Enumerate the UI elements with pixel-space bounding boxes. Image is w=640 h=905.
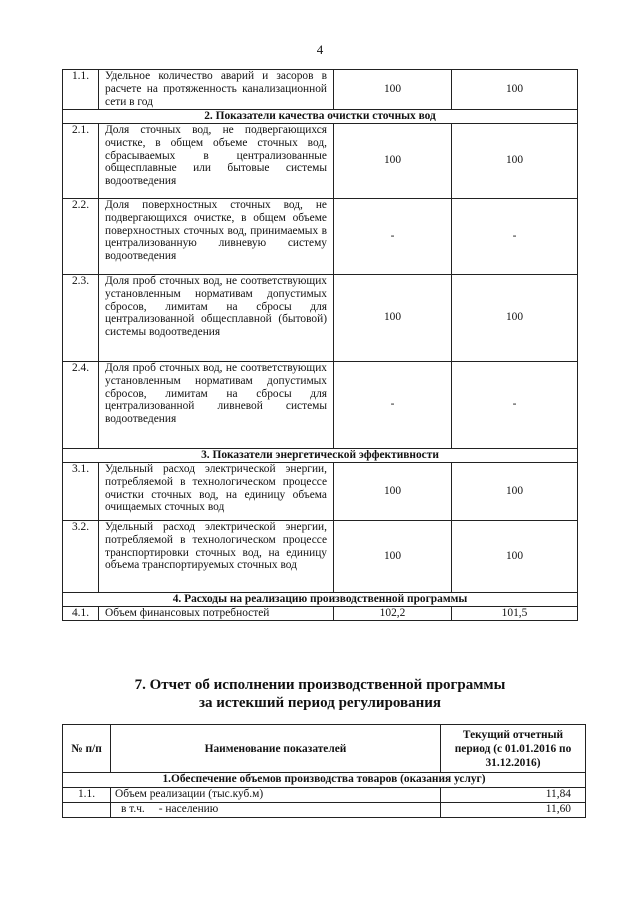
row-num: 3.1. <box>63 462 99 520</box>
row-value-2: - <box>452 361 578 448</box>
report-table <box>62 724 586 818</box>
table-row <box>63 606 578 620</box>
row-num: 3.2. <box>63 520 99 592</box>
row-num: 2.1. <box>63 123 99 198</box>
row-description: Удельное количество аварий и засоров в расчете на протяженность канализационной сети в год <box>99 70 334 110</box>
row-description: Доля проб сточных вод, не соответствующих установленным нормативам допустимых сбросов, лимитам на сбросы для централизованной общесплавной (бытовой) системы водоотведения <box>99 274 334 361</box>
section-7-title-line1: 7. Отчет об исполнении производственной программы <box>134 677 506 693</box>
report-section-row <box>63 773 586 788</box>
section-7-title-line2: за истекший период регулирования <box>198 695 442 711</box>
row-value-2: 101,5 <box>452 606 578 620</box>
table-row <box>63 788 586 803</box>
row-description: Доля поверхностных сточных вод, не подвергающихся очистке, в общем объеме поверхностных сточных вод, принимаемых в централизованную ливневую систему водоотведения <box>99 198 334 274</box>
report-section-title: 1.Обеспечение объемов производства товаров (оказания услуг) <box>63 773 586 788</box>
section-row <box>63 109 578 123</box>
section-title: 3. Показатели энергетической эффективности <box>63 448 578 462</box>
row-num-empty <box>63 803 111 818</box>
row-prefix: в т.ч. <box>121 803 145 815</box>
row-description: Доля проб сточных вод, не соответствующих установленным нормативам допустимых сбросов, лимитам на сбросы для централизованной ливневой системы водоотведения <box>99 361 334 448</box>
row-description: Удельный расход электрической энергии, потребляемой в технологическом процессе транспортировки сточных вод, на единицу объема транспортируемых сточных вод <box>99 520 334 592</box>
row-value-2: 100 <box>452 462 578 520</box>
row-value-1: 100 <box>334 123 452 198</box>
row-name: Объем реализации (тыс.куб.м) <box>111 788 441 803</box>
row-num: 1.1. <box>63 70 99 110</box>
row-value: 11,60 <box>441 803 586 818</box>
row-value-2: 100 <box>452 70 578 110</box>
row-num: 4.1. <box>63 606 99 620</box>
row-num: 2.4. <box>63 361 99 448</box>
table-row <box>63 198 578 274</box>
row-description: Удельный расход электрической энергии, потребляемой в технологическом процессе очистки сточных вод, на единицу объема очищаемых сточных вод <box>99 462 334 520</box>
table-row <box>63 520 578 592</box>
row-value-1: 100 <box>334 462 452 520</box>
section-title: 4. Расходы на реализацию производственной программы <box>63 592 578 606</box>
row-value-1: 100 <box>334 520 452 592</box>
row-description: Доля сточных вод, не подвергающихся очистке, в общем объеме сточных вод, сбрасываемых в централизованные общесплавные или бытовые системы водоотведения <box>99 123 334 198</box>
row-name: - населению <box>158 803 219 815</box>
header-num: № п/п <box>63 725 111 773</box>
row-description: Объем финансовых потребностей <box>99 606 334 620</box>
row-value-2: 100 <box>452 123 578 198</box>
row-num: 1.1. <box>63 788 111 803</box>
page-number: 4 <box>316 42 324 57</box>
row-num: 2.3. <box>63 274 99 361</box>
section-row <box>63 592 578 606</box>
row-value: 11,84 <box>441 788 586 803</box>
table-row <box>63 274 578 361</box>
row-num: 2.2. <box>63 198 99 274</box>
row-value-1: 102,2 <box>334 606 452 620</box>
table-row <box>63 123 578 198</box>
row-value-2: 100 <box>452 274 578 361</box>
row-value-2: 100 <box>452 520 578 592</box>
header-name: Наименование показателей <box>111 725 441 773</box>
table-row <box>63 803 586 818</box>
row-name-sub <box>111 803 441 818</box>
indicators-table <box>62 69 578 621</box>
header-value: Текущий отчетный период (с 01.01.2016 по 31.12.2016) <box>441 725 586 773</box>
section-title: 2. Показатели качества очистки сточных вод <box>63 109 578 123</box>
table-row <box>63 361 578 448</box>
section-7-heading <box>0 676 640 712</box>
report-table-header <box>63 725 586 773</box>
row-value-1: - <box>334 361 452 448</box>
table-row <box>63 70 578 110</box>
row-value-1: 100 <box>334 274 452 361</box>
section-row <box>63 448 578 462</box>
row-value-2: - <box>452 198 578 274</box>
row-value-1: - <box>334 198 452 274</box>
table-row <box>63 462 578 520</box>
row-value-1: 100 <box>334 70 452 110</box>
